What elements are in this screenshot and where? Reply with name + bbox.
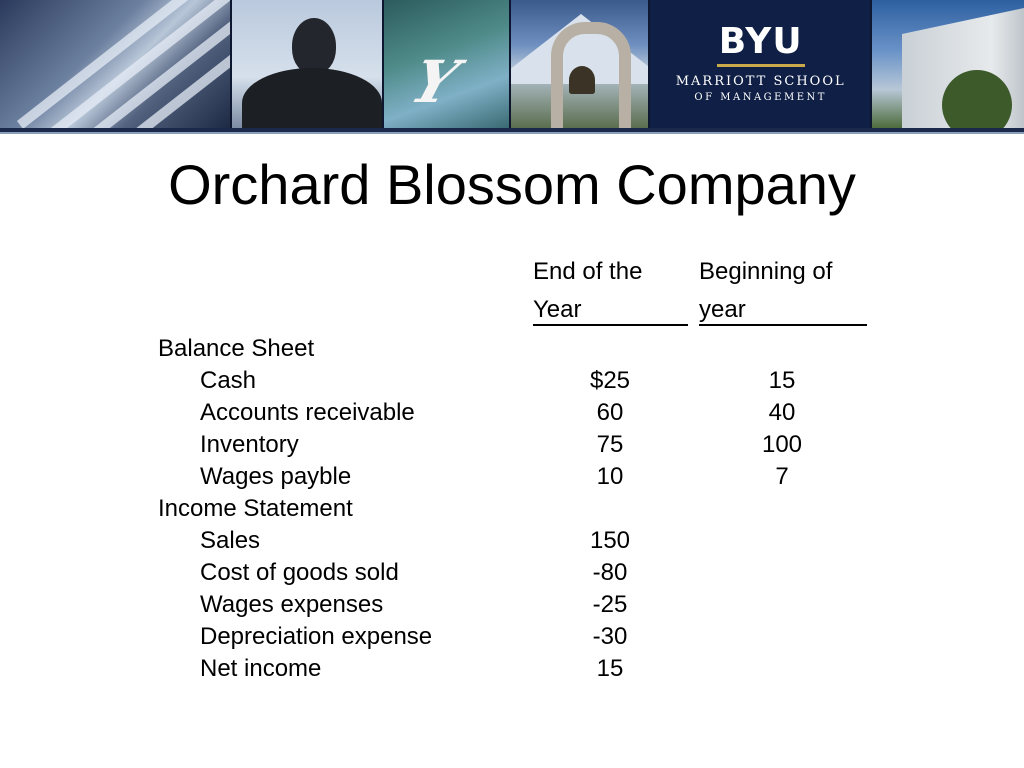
row-end-inventory: 75: [596, 431, 624, 458]
row-label-wages-expenses: Wages expenses: [200, 591, 384, 618]
row-end-depreciation-expense: -30: [592, 623, 628, 650]
row-label-cash: Cash: [200, 367, 257, 394]
row-end-net-income: 15: [596, 655, 624, 682]
row-end-wages-expenses: -25: [592, 591, 628, 618]
row-begin-cash: 15: [768, 367, 796, 394]
row-label-cost-of-goods-sold: Cost of goods sold: [200, 559, 399, 586]
row-label-net-income: Net income: [200, 655, 322, 682]
mountain-y-photo: Y: [384, 0, 511, 128]
row-label-sales: Sales: [200, 527, 261, 554]
header-end-line1: End of the: [533, 258, 643, 285]
header-begin-line2: year: [699, 296, 746, 323]
header-begin-line1: Beginning of: [699, 258, 833, 285]
row-label-inventory: Inventory: [200, 431, 299, 458]
section-income-statement: Income Statement: [158, 495, 353, 522]
row-label-wages-payable: Wages payble: [200, 463, 352, 490]
row-begin-wages-payable: 7: [775, 463, 789, 490]
row-begin-accounts-receivable: 40: [768, 399, 796, 426]
row-label-accounts-receivable: Accounts receivable: [200, 399, 415, 426]
logo-subtitle-1: MARRIOTT SCHOOL: [675, 74, 846, 89]
section-balance-sheet: Balance Sheet: [158, 335, 315, 362]
row-end-sales: 150: [589, 527, 631, 554]
logo-subtitle-2: OF MANAGEMENT: [694, 92, 827, 103]
row-label-depreciation-expense: Depreciation expense: [200, 623, 433, 650]
row-end-accounts-receivable: 60: [596, 399, 624, 426]
header-end-line2: Year: [533, 296, 582, 323]
row-end-cash: $25: [589, 367, 631, 394]
slide-title: Orchard Blossom Company: [168, 153, 856, 216]
logo-main-text: BYU: [718, 21, 803, 62]
row-begin-inventory: 100: [761, 431, 803, 458]
row-end-wages-payable: 10: [596, 463, 624, 490]
header-end-underline: [533, 324, 688, 326]
row-end-cost-of-goods-sold: -80: [592, 559, 628, 586]
header-begin-underline: [699, 324, 867, 326]
